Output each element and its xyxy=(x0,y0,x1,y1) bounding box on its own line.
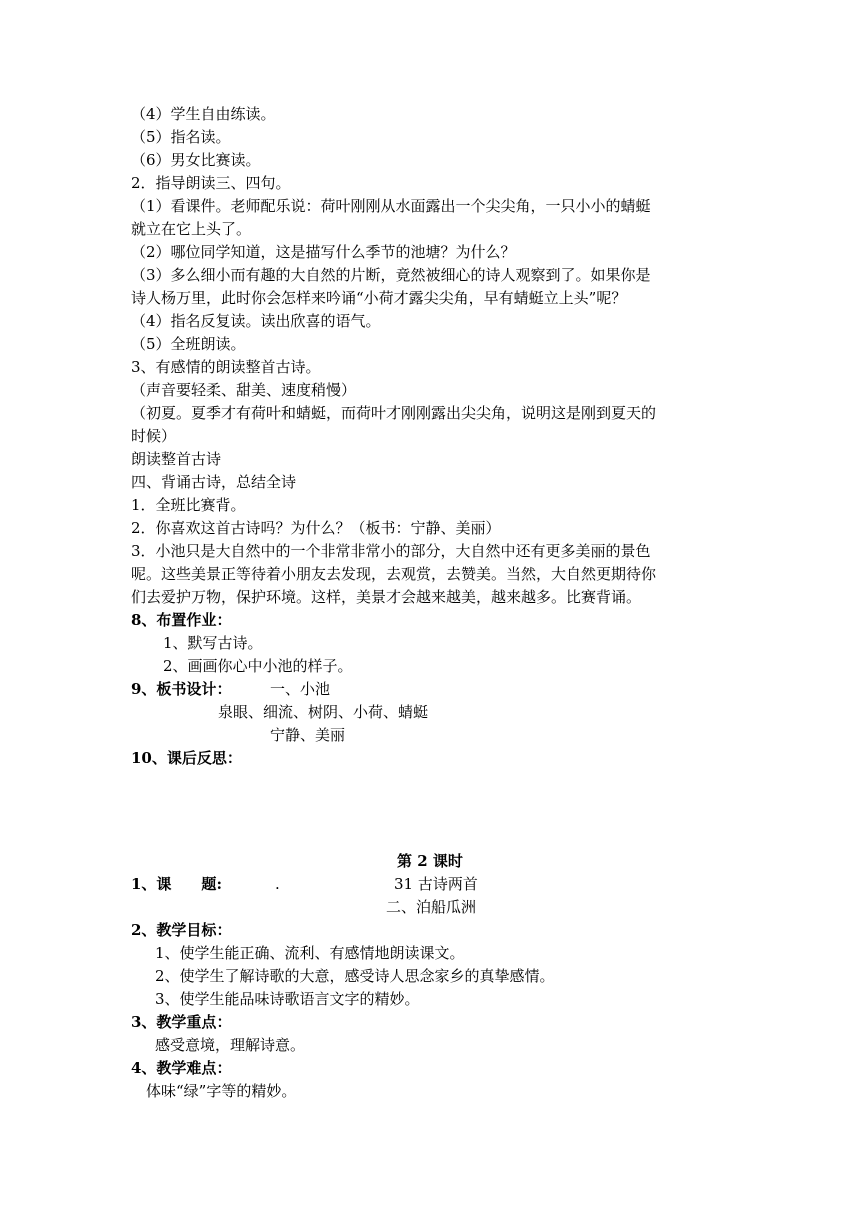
subject-dot: . xyxy=(275,875,280,893)
text-line: （5）指名读。 xyxy=(131,128,231,146)
text-line: 就立在它上头了。 xyxy=(131,220,252,238)
homework-item: 1、默写古诗。 xyxy=(163,634,263,652)
text-line: 时候） xyxy=(131,427,177,445)
subject-heading: 1、课 题: xyxy=(131,875,222,893)
difficulties-heading: 4、教学难点： xyxy=(131,1059,232,1077)
text-line: 1．全班比赛背。 xyxy=(131,496,246,514)
goals-heading: 2、教学目标： xyxy=(131,921,232,939)
text-line: （1）看课件。老师配乐说：荷叶刚刚从水面露出一个尖尖角，一只小小的蜻蜓 xyxy=(131,197,651,215)
text-line: （2）哪位同学知道，这是描写什么季节的池塘？为什么？ xyxy=(131,243,516,261)
text-line: 呢。这些美景正等待着小朋友去发现，去观赏，去赞美。当然，大自然更期待你 xyxy=(131,565,657,583)
text-line: （初夏。夏季才有荷叶和蜻蜓，而荷叶才刚刚露出尖尖角，说明这是刚到夏天的 xyxy=(131,404,657,422)
text-line: 2．指导朗读三、四句。 xyxy=(131,174,291,192)
board-design-theme: 宁静、美丽 xyxy=(270,726,346,744)
text-line: 们去爱护万物，保护环境。这样，美景才会越来越美，越来越多。比赛背诵。 xyxy=(131,588,642,606)
text-line: （5）全班朗读。 xyxy=(131,335,246,353)
board-design-heading: 9、板书设计： xyxy=(131,680,232,698)
key-points-text: 感受意境，理解诗意。 xyxy=(155,1036,306,1054)
text-line: （3）多么细小而有趣的大自然的片断，竟然被细心的诗人观察到了。如果你是 xyxy=(131,266,651,284)
homework-heading: 8、布置作业： xyxy=(131,611,232,629)
text-line: 3．小池只是大自然中的一个非常非常小的部分，大自然中还有更多美丽的景色 xyxy=(131,542,651,560)
subject-subtitle: 二、泊船瓜洲 xyxy=(386,898,477,916)
text-line: （4）指名反复读。读出欣喜的语气。 xyxy=(131,312,381,330)
text-line: 诗人杨万里，此时你会怎样来吟诵“小荷才露尖尖角，早有蜻蜓立上头”呢？ xyxy=(131,289,627,307)
section-heading: 四、背诵古诗，总结全诗 xyxy=(131,473,297,491)
text-line: 朗读整首古诗 xyxy=(131,450,222,468)
board-design-keywords: 泉眼、细流、树阴、小荷、蜻蜓 xyxy=(218,703,429,721)
text-line: （声音要轻柔、甜美、速度稍慢） xyxy=(131,381,357,399)
board-design-title: 一、小池 xyxy=(270,680,331,698)
text-line: 2．你喜欢这首古诗吗？为什么？（板书：宁静、美丽） xyxy=(131,519,501,537)
goal-item: 2、使学生了解诗歌的大意，感受诗人思念家乡的真挚感情。 xyxy=(155,967,555,985)
text-line: （4）学生自由练读。 xyxy=(131,105,276,123)
difficulties-text: 体味“绿”字等的精妙。 xyxy=(146,1082,297,1100)
subject-title: 31 古诗两首 xyxy=(394,875,478,893)
text-line: （6）男女比赛读。 xyxy=(131,151,261,169)
reflection-heading: 10、课后反思： xyxy=(131,749,242,767)
text-line: 3、有感情的朗读整首古诗。 xyxy=(131,358,321,376)
goal-item: 3、使学生能品味诗歌语言文字的精妙。 xyxy=(155,990,420,1008)
key-points-heading: 3、教学重点： xyxy=(131,1013,232,1031)
homework-item: 2、画画你心中小池的样子。 xyxy=(163,657,353,675)
lesson-title: 第 2 课时 xyxy=(397,852,463,870)
goal-item: 1、使学生能正确、流利、有感情地朗读课文。 xyxy=(155,944,465,962)
